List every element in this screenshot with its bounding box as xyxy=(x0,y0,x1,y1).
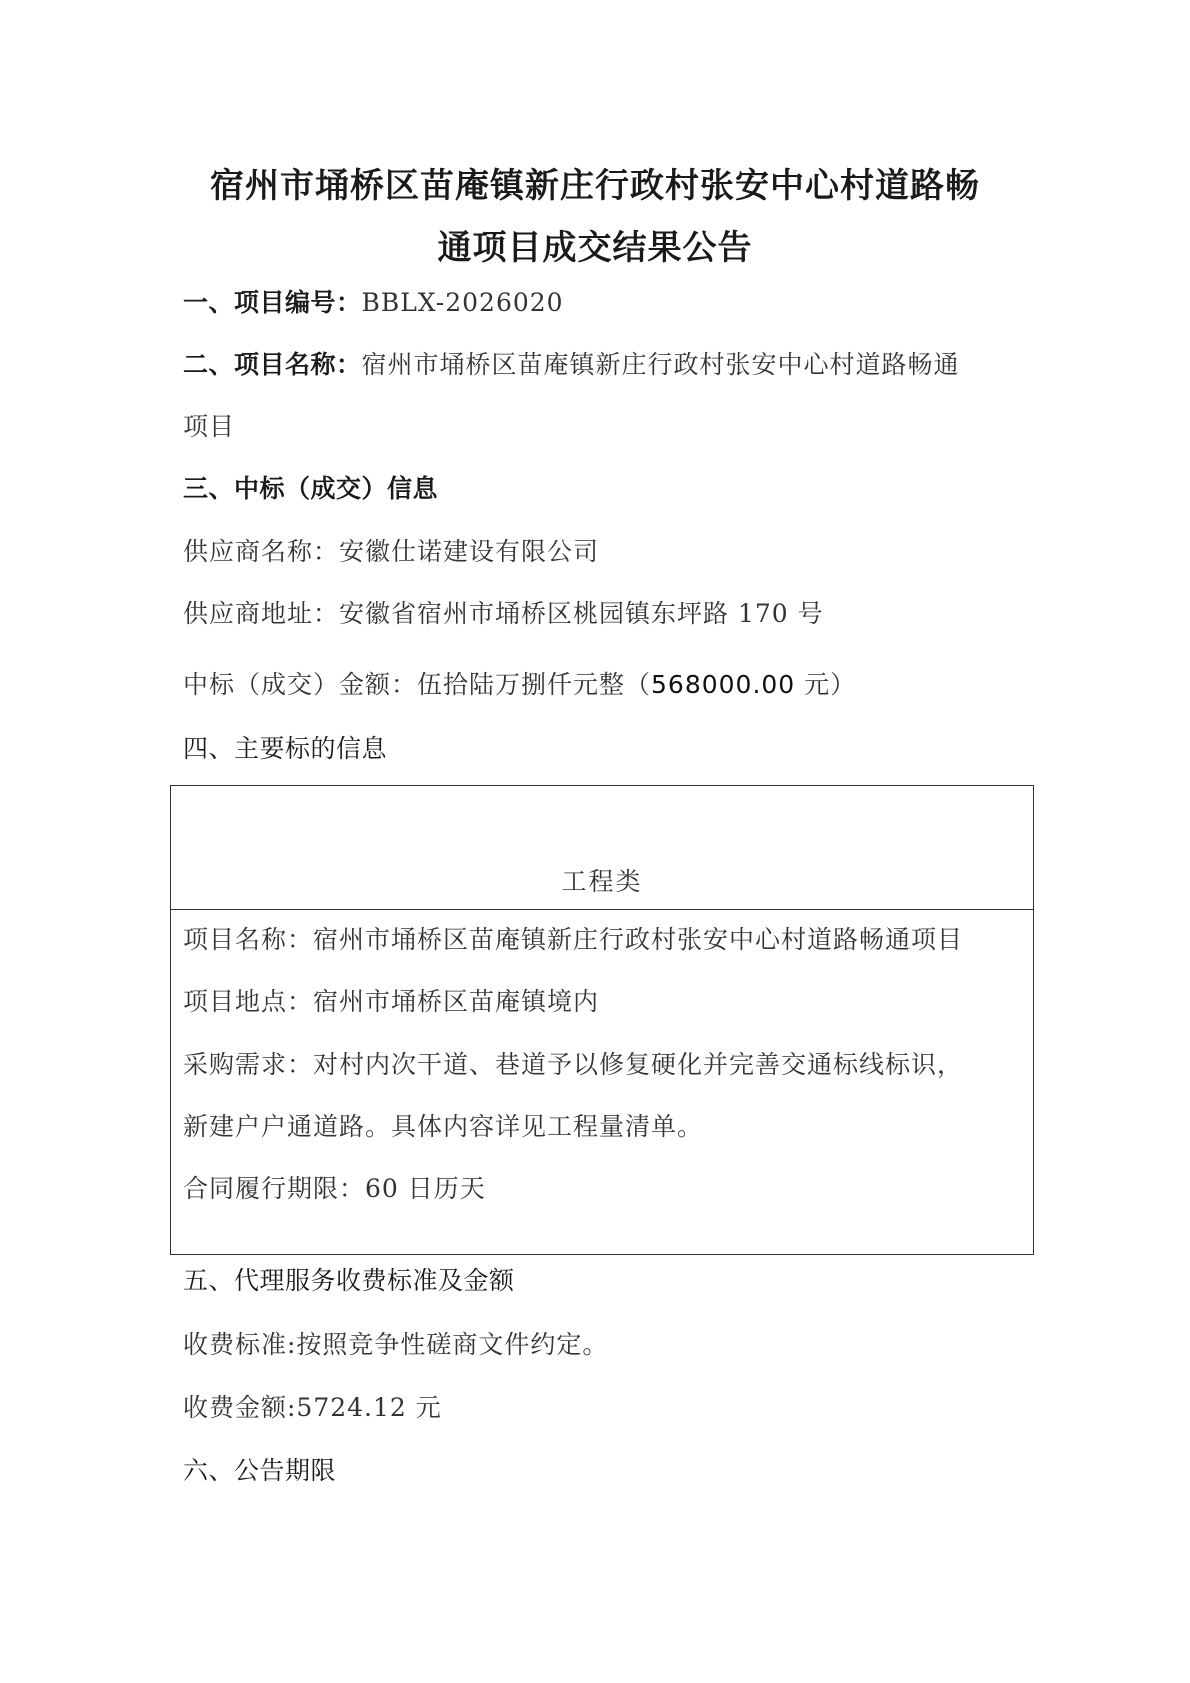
agency-fee-heading: 五、代理服务收费标准及金额 xyxy=(183,1266,515,1295)
document-title-line-1: 宿州市埇桥区苗庵镇新庄行政村张安中心村道路畅 xyxy=(210,166,980,206)
project-number-row xyxy=(183,288,564,318)
project-number-value: BBLX-2026020 xyxy=(361,288,564,317)
project-name-colon: ： xyxy=(336,350,362,379)
project-name-label: 二、项目名称 xyxy=(183,350,337,379)
project-name-row xyxy=(183,350,960,380)
project-name-value: 宿州市埇桥区苗庵镇新庄行政村张安中心村道路畅通 xyxy=(361,350,960,379)
project-number-colon: ： xyxy=(336,288,362,317)
subject-info-heading: 四、主要标的信息 xyxy=(183,734,388,763)
award-info-heading: 三、中标（成交）信息 xyxy=(183,474,439,503)
table-row-project-location: 项目地点：宿州市埇桥区苗庵镇境内 xyxy=(183,987,600,1016)
award-amount-text: 中标（成交）金额：伍拾陆万捌仟元整（ xyxy=(183,670,652,699)
award-amount-unit: 元） xyxy=(795,670,857,699)
project-name-value-continued: 项目 xyxy=(183,412,236,441)
table-row-contract-period: 合同履行期限：60 日历天 xyxy=(183,1174,486,1203)
table-divider xyxy=(170,909,1034,910)
document-title-line-2: 通项目成交结果公告 xyxy=(437,228,753,268)
table-header-engineering: 工程类 xyxy=(561,867,643,896)
table-row-procurement-needs-continued: 新建户户通道路。具体内容详见工程量清单。 xyxy=(183,1112,704,1141)
fee-amount: 收费金额:5724.12 元 xyxy=(183,1393,442,1422)
fee-standard: 收费标准:按照竞争性磋商文件约定。 xyxy=(183,1330,609,1359)
award-amount-number: 568000.00 xyxy=(651,670,796,699)
supplier-address: 供应商地址：安徽省宿州市埇桥区桃园镇东坪路 170 号 xyxy=(183,599,824,628)
supplier-name: 供应商名称：安徽仕诺建设有限公司 xyxy=(183,537,600,566)
project-number-label: 一、项目编号 xyxy=(183,288,337,317)
table-row-project-name: 项目名称：宿州市埇桥区苗庵镇新庄行政村张安中心村道路畅通项目 xyxy=(183,925,964,954)
award-amount xyxy=(183,670,856,700)
announcement-period-heading: 六、公告期限 xyxy=(183,1456,337,1485)
table-row-procurement-needs: 采购需求：对村内次干道、巷道予以修复硬化并完善交通标线标识， xyxy=(183,1050,964,1079)
